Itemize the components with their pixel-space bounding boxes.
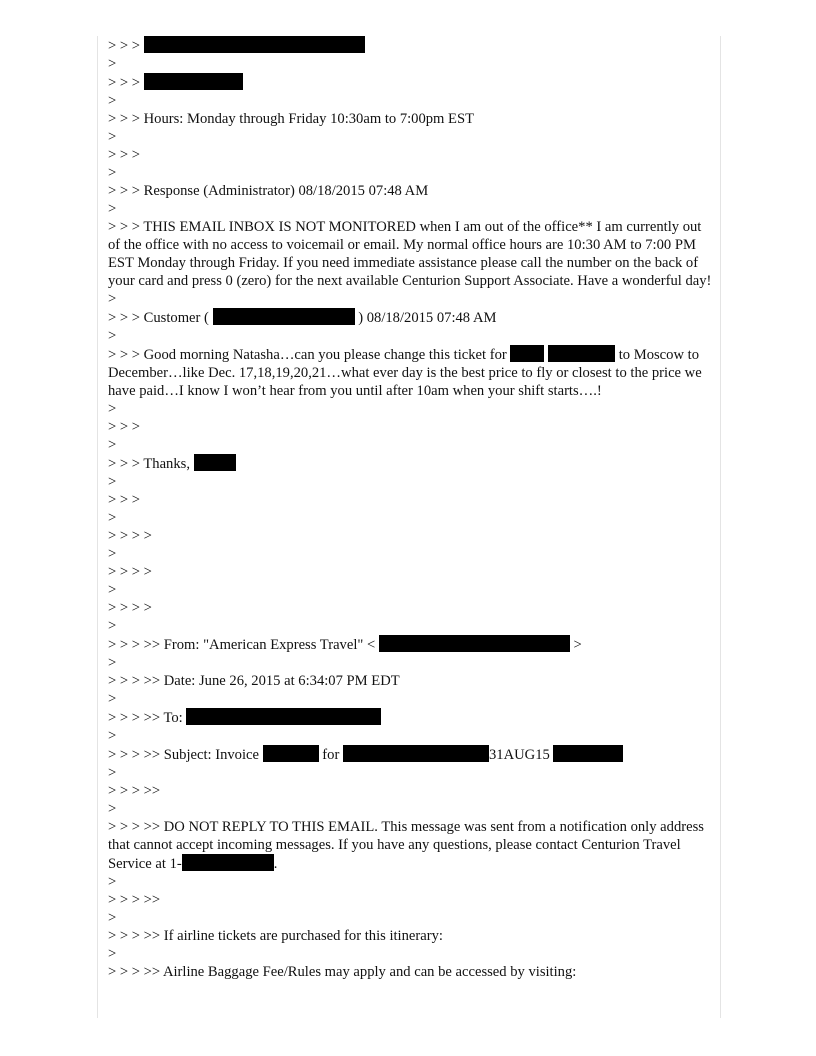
redaction-box [548,345,615,362]
redaction-box [510,345,544,362]
quoted-line: > > > [108,492,140,508]
quoted-line: > [108,546,117,562]
hours-line: > > > Hours: Monday through Friday 10:30am to 7:00pm EST [108,111,475,127]
redaction-box [343,745,489,762]
quoted-line: > [108,129,117,145]
baggage-fee-line: > > > >> Airline Baggage Fee/Rules may apply and can be accessed by visiting: [108,964,577,980]
quoted-line: > > > [108,419,140,435]
quoted-line: > [108,582,117,598]
redaction-box [182,854,274,871]
redaction-box [263,745,319,762]
quoted-line: > [108,328,117,344]
customer-header: > > > Customer ( ) 08/18/2015 07:48 AM [108,310,497,326]
customer-message: > > > Good morning Natasha…can you please change this ticket for to Moscow to December…like Dec. 17,18,19,20,21…what ever day is the best price to fly or closest to the price we have paid…I know I won’t hear from you until after 10am when your shift starts….! [108,347,702,399]
redaction-box [186,708,381,725]
quoted-line: > > > > [108,528,152,544]
quoted-line: > > > >> [108,783,161,799]
quoted-line: > > > >> [108,892,161,908]
quoted-line: > [108,474,117,490]
date-header: > > > >> Date: June 26, 2015 at 6:34:07 PM EDT [108,673,400,689]
quoted-line: > [108,618,117,634]
quoted-line: > [108,655,117,671]
redaction-box [379,635,570,652]
quoted-line: > > > > [108,564,152,580]
from-header: > > > >> From: "American Express Travel" < > [108,637,582,653]
quoted-line: > [108,201,117,217]
quoted-line: > [108,910,117,926]
redaction-box [144,36,365,53]
airline-tickets-line: > > > >> If airline tickets are purchased for this itinerary: [108,928,443,944]
quoted-line: > [108,291,117,307]
quoted-line: > [108,165,117,181]
quoted-line: > [108,56,117,72]
redaction-box [144,73,243,90]
quoted-line: > [108,874,117,890]
quoted-line: > [108,93,117,109]
quoted-line: > [108,437,117,453]
quoted-line: > [108,801,117,817]
redaction-box [553,745,623,762]
quoted-line: > [108,510,117,526]
email-body [108,36,712,981]
quoted-line: > [108,728,117,744]
subject-header: > > > >> Subject: Invoice for 31AUG15 [108,745,712,764]
redaction-box [194,454,236,471]
response-header: > > > Response (Administrator) 08/18/2015 07:48 AM [108,183,429,199]
quoted-line: > [108,946,117,962]
quoted-line: > > > [108,147,140,163]
redaction-box [213,308,355,325]
quoted-line: > [108,691,117,707]
quoted-line: > [108,765,117,781]
quoted-line: > [108,401,117,417]
quoted-line: > > > [108,73,712,92]
to-header: > > > >> To: [108,708,712,727]
signoff-line: > > > Thanks, [108,454,712,473]
notice-paragraph: > > > >> DO NOT REPLY TO THIS EMAIL. This message was sent from a notification only address that cannot accept incoming messages. If you have any questions, please contact Centurion Travel Service at 1- . [108,819,704,872]
quoted-line: > > > [108,36,712,55]
auto-reply-paragraph: > > > THIS EMAIL INBOX IS NOT MONITORED when I am out of the office** I am currently out of the office with no access to voicemail or email. My normal office hours are 10:30 AM to 7:00 PM EST Monday through Friday. If you need immediate assistance please call the number on the back of your card and press 0 (zero) for the next available Centurion Support Associate. Have a wonderful day! [108,219,712,289]
quoted-line: > > > > [108,600,152,616]
